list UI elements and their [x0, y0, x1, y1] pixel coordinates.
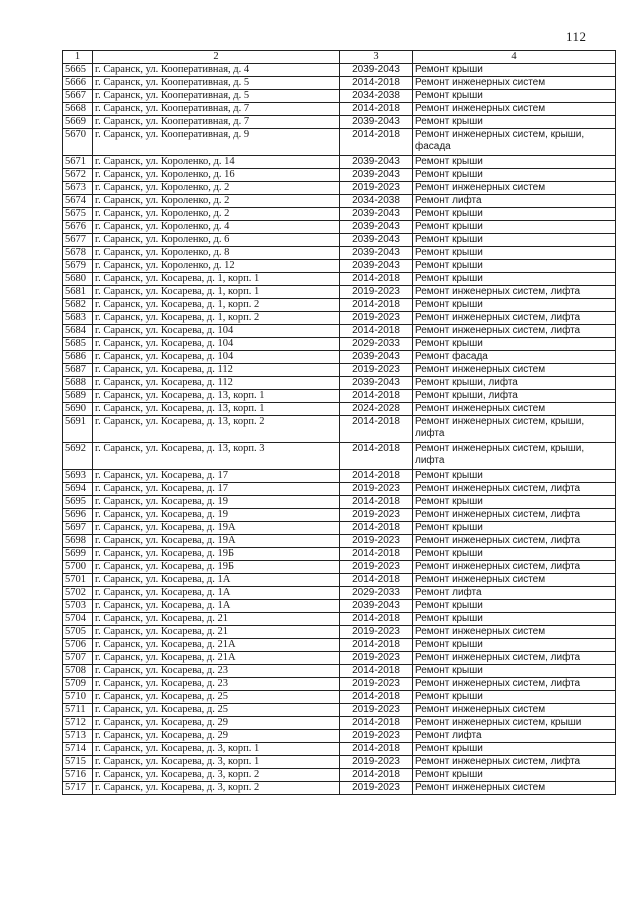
- row-number: 5705: [63, 626, 93, 639]
- address: г. Саранск, ул. Косарева, д. 19: [93, 496, 340, 509]
- work-type: Ремонт крыши: [413, 156, 616, 169]
- row-number: 5707: [63, 652, 93, 665]
- address: г. Саранск, ул. Косарева, д. 104: [93, 325, 340, 338]
- work-type: Ремонт крыши: [413, 64, 616, 77]
- table-header-row: [63, 51, 616, 64]
- row-number: 5709: [63, 678, 93, 691]
- work-type: Ремонт инженерных систем, крыши, лифта: [413, 416, 616, 443]
- table-row: [63, 77, 616, 90]
- row-number: 5672: [63, 169, 93, 182]
- address: г. Саранск, ул. Короленко, д. 6: [93, 234, 340, 247]
- period: 2024-2028: [340, 403, 413, 416]
- table-row: [63, 535, 616, 548]
- work-type: Ремонт крыши, лифта: [413, 377, 616, 390]
- work-type: Ремонт крыши: [413, 522, 616, 535]
- period: 2029-2033: [340, 587, 413, 600]
- address: г. Саранск, ул. Косарева, д. 3, корп. 1: [93, 743, 340, 756]
- table-row: [63, 234, 616, 247]
- work-type: Ремонт инженерных систем: [413, 782, 616, 795]
- work-type: Ремонт крыши: [413, 247, 616, 260]
- address: г. Саранск, ул. Косарева, д. 1А: [93, 587, 340, 600]
- period: 2014-2018: [340, 665, 413, 678]
- table-row: [63, 665, 616, 678]
- address: г. Саранск, ул. Короленко, д. 2: [93, 195, 340, 208]
- address: г. Саранск, ул. Косарева, д. 13, корп. 3: [93, 443, 340, 470]
- address: г. Саранск, ул. Косарева, д. 1, корп. 1: [93, 286, 340, 299]
- period: 2019-2023: [340, 756, 413, 769]
- period: 2039-2043: [340, 600, 413, 613]
- work-type: Ремонт лифта: [413, 730, 616, 743]
- row-number: 5703: [63, 600, 93, 613]
- table-row: [63, 116, 616, 129]
- work-type: Ремонт крыши: [413, 90, 616, 103]
- work-type: Ремонт крыши: [413, 691, 616, 704]
- work-type: Ремонт инженерных систем, лифта: [413, 509, 616, 522]
- table-row: [63, 730, 616, 743]
- row-number: 5706: [63, 639, 93, 652]
- row-number: 5684: [63, 325, 93, 338]
- work-type: Ремонт инженерных систем: [413, 77, 616, 90]
- period: 2019-2023: [340, 561, 413, 574]
- table-row: [63, 416, 616, 443]
- work-type: Ремонт инженерных систем, лифта: [413, 652, 616, 665]
- table-row: [63, 574, 616, 587]
- period: 2019-2023: [340, 678, 413, 691]
- period: 2019-2023: [340, 626, 413, 639]
- table-row: [63, 743, 616, 756]
- period: 2014-2018: [340, 470, 413, 483]
- address: г. Саранск, ул. Косарева, д. 1, корп. 2: [93, 299, 340, 312]
- address: г. Саранск, ул. Косарева, д. 112: [93, 377, 340, 390]
- row-number: 5680: [63, 273, 93, 286]
- table-row: [63, 325, 616, 338]
- work-type: Ремонт инженерных систем: [413, 574, 616, 587]
- table-row: [63, 704, 616, 717]
- work-type: Ремонт инженерных систем, крыши, фасада: [413, 129, 616, 156]
- work-type: Ремонт крыши: [413, 600, 616, 613]
- address: г. Саранск, ул. Косарева, д. 21: [93, 626, 340, 639]
- table-row: [63, 351, 616, 364]
- table-row: [63, 103, 616, 116]
- work-type: Ремонт инженерных систем, лифта: [413, 483, 616, 496]
- address: г. Саранск, ул. Косарева, д. 1, корп. 1: [93, 273, 340, 286]
- period: 2039-2043: [340, 64, 413, 77]
- row-number: 5674: [63, 195, 93, 208]
- work-type: Ремонт инженерных систем: [413, 364, 616, 377]
- table-row: [63, 639, 616, 652]
- table-row: [63, 470, 616, 483]
- period: 2039-2043: [340, 116, 413, 129]
- row-number: 5694: [63, 483, 93, 496]
- table-row: [63, 286, 616, 299]
- table-row: [63, 247, 616, 260]
- work-type: Ремонт крыши: [413, 613, 616, 626]
- header-cell-2: 2: [93, 51, 340, 64]
- period: 2019-2023: [340, 182, 413, 195]
- address: г. Саранск, ул. Кооперативная, д. 5: [93, 77, 340, 90]
- work-type: Ремонт инженерных систем, лифта: [413, 678, 616, 691]
- address: г. Саранск, ул. Косарева, д. 21А: [93, 639, 340, 652]
- period: 2019-2023: [340, 509, 413, 522]
- row-number: 5701: [63, 574, 93, 587]
- row-number: 5683: [63, 312, 93, 325]
- work-type: Ремонт лифта: [413, 195, 616, 208]
- table-row: [63, 260, 616, 273]
- address: г. Саранск, ул. Косарева, д. 1А: [93, 600, 340, 613]
- work-type: Ремонт крыши: [413, 234, 616, 247]
- row-number: 5712: [63, 717, 93, 730]
- period: 2039-2043: [340, 260, 413, 273]
- period: 2019-2023: [340, 483, 413, 496]
- row-number: 5702: [63, 587, 93, 600]
- table-row: [63, 221, 616, 234]
- row-number: 5671: [63, 156, 93, 169]
- table-row: [63, 364, 616, 377]
- row-number: 5716: [63, 769, 93, 782]
- address: г. Саранск, ул. Косарева, д. 19Б: [93, 561, 340, 574]
- address: г. Саранск, ул. Косарева, д. 19А: [93, 522, 340, 535]
- row-number: 5678: [63, 247, 93, 260]
- work-type: Ремонт крыши: [413, 338, 616, 351]
- row-number: 5689: [63, 390, 93, 403]
- row-number: 5669: [63, 116, 93, 129]
- period: 2019-2023: [340, 364, 413, 377]
- address: г. Саранск, ул. Косарева, д. 29: [93, 730, 340, 743]
- address: г. Саранск, ул. Косарева, д. 19А: [93, 535, 340, 548]
- table-row: [63, 299, 616, 312]
- period: 2014-2018: [340, 743, 413, 756]
- row-number: 5666: [63, 77, 93, 90]
- period: 2039-2043: [340, 351, 413, 364]
- address: г. Саранск, ул. Короленко, д. 2: [93, 182, 340, 195]
- row-number: 5691: [63, 416, 93, 443]
- work-type: Ремонт инженерных систем, лифта: [413, 325, 616, 338]
- row-number: 5700: [63, 561, 93, 574]
- row-number: 5687: [63, 364, 93, 377]
- address: г. Саранск, ул. Косарева, д. 13, корп. 1: [93, 390, 340, 403]
- row-number: 5711: [63, 704, 93, 717]
- table-row: [63, 678, 616, 691]
- address: г. Саранск, ул. Короленко, д. 16: [93, 169, 340, 182]
- period: 2014-2018: [340, 574, 413, 587]
- address: г. Саранск, ул. Короленко, д. 2: [93, 208, 340, 221]
- period: 2034-2038: [340, 195, 413, 208]
- address: г. Саранск, ул. Косарева, д. 3, корп. 1: [93, 756, 340, 769]
- period: 2039-2043: [340, 156, 413, 169]
- row-number: 5690: [63, 403, 93, 416]
- period: 2039-2043: [340, 221, 413, 234]
- work-type: Ремонт крыши: [413, 470, 616, 483]
- table-row: [63, 561, 616, 574]
- period: 2019-2023: [340, 782, 413, 795]
- work-type: Ремонт крыши: [413, 548, 616, 561]
- period: 2014-2018: [340, 129, 413, 156]
- address: г. Саранск, ул. Короленко, д. 12: [93, 260, 340, 273]
- period: 2014-2018: [340, 77, 413, 90]
- table-row: [63, 756, 616, 769]
- work-type: Ремонт крыши: [413, 665, 616, 678]
- address: г. Саранск, ул. Косарева, д. 3, корп. 2: [93, 769, 340, 782]
- table-row: [63, 717, 616, 730]
- work-type: Ремонт крыши: [413, 169, 616, 182]
- work-type: Ремонт крыши: [413, 496, 616, 509]
- row-number: 5677: [63, 234, 93, 247]
- work-type: Ремонт инженерных систем: [413, 403, 616, 416]
- work-type: Ремонт крыши: [413, 299, 616, 312]
- row-number: 5713: [63, 730, 93, 743]
- address: г. Саранск, ул. Косарева, д. 19Б: [93, 548, 340, 561]
- period: 2019-2023: [340, 704, 413, 717]
- address: г. Саранск, ул. Косарева, д. 13, корп. 2: [93, 416, 340, 443]
- work-type: Ремонт инженерных систем, лифта: [413, 756, 616, 769]
- period: 2039-2043: [340, 234, 413, 247]
- row-number: 5686: [63, 351, 93, 364]
- address: г. Саранск, ул. Косарева, д. 29: [93, 717, 340, 730]
- period: 2014-2018: [340, 639, 413, 652]
- row-number: 5667: [63, 90, 93, 103]
- row-number: 5715: [63, 756, 93, 769]
- period: 2014-2018: [340, 691, 413, 704]
- repair-schedule-table: [62, 50, 616, 795]
- period: 2014-2018: [340, 522, 413, 535]
- address: г. Саранск, ул. Косарева, д. 23: [93, 665, 340, 678]
- work-type: Ремонт крыши: [413, 743, 616, 756]
- address: г. Саранск, ул. Кооперативная, д. 5: [93, 90, 340, 103]
- row-number: 5710: [63, 691, 93, 704]
- row-number: 5685: [63, 338, 93, 351]
- address: г. Саранск, ул. Косарева, д. 104: [93, 351, 340, 364]
- period: 2014-2018: [340, 769, 413, 782]
- period: 2019-2023: [340, 652, 413, 665]
- address: г. Саранск, ул. Косарева, д. 3, корп. 2: [93, 782, 340, 795]
- address: г. Саранск, ул. Короленко, д. 4: [93, 221, 340, 234]
- row-number: 5714: [63, 743, 93, 756]
- row-number: 5688: [63, 377, 93, 390]
- period: 2014-2018: [340, 390, 413, 403]
- table-row: [63, 691, 616, 704]
- header-cell-1: 1: [63, 51, 93, 64]
- row-number: 5699: [63, 548, 93, 561]
- period: 2019-2023: [340, 286, 413, 299]
- table-row: [63, 273, 616, 286]
- row-number: 5682: [63, 299, 93, 312]
- work-type: Ремонт инженерных систем, лифта: [413, 312, 616, 325]
- address: г. Саранск, ул. Косарева, д. 104: [93, 338, 340, 351]
- period: 2014-2018: [340, 717, 413, 730]
- address: г. Саранск, ул. Косарева, д. 25: [93, 691, 340, 704]
- address: г. Саранск, ул. Кооперативная, д. 9: [93, 129, 340, 156]
- period: 2014-2018: [340, 416, 413, 443]
- work-type: Ремонт инженерных систем, лифта: [413, 561, 616, 574]
- row-number: 5665: [63, 64, 93, 77]
- page-number: 112: [566, 29, 587, 44]
- table-row: [63, 782, 616, 795]
- work-type: Ремонт инженерных систем: [413, 626, 616, 639]
- table-row: [63, 208, 616, 221]
- row-number: 5668: [63, 103, 93, 116]
- table-row: [63, 652, 616, 665]
- address: г. Саранск, ул. Косарева, д. 19: [93, 509, 340, 522]
- table-row: [63, 613, 616, 626]
- period: 2014-2018: [340, 273, 413, 286]
- address: г. Саранск, ул. Короленко, д. 14: [93, 156, 340, 169]
- address: г. Саранск, ул. Кооперативная, д. 4: [93, 64, 340, 77]
- table-row: [63, 129, 616, 156]
- work-type: Ремонт инженерных систем: [413, 704, 616, 717]
- table-row: [63, 548, 616, 561]
- period: 2039-2043: [340, 208, 413, 221]
- table-row: [63, 312, 616, 325]
- row-number: 5673: [63, 182, 93, 195]
- address: г. Саранск, ул. Кооперативная, д. 7: [93, 116, 340, 129]
- table-row: [63, 769, 616, 782]
- period: 2019-2023: [340, 730, 413, 743]
- address: г. Саранск, ул. Косарева, д. 1, корп. 2: [93, 312, 340, 325]
- period: 2014-2018: [340, 443, 413, 470]
- row-number: 5681: [63, 286, 93, 299]
- address: г. Саранск, ул. Косарева, д. 23: [93, 678, 340, 691]
- period: 2014-2018: [340, 325, 413, 338]
- table-row: [63, 496, 616, 509]
- table-row: [63, 338, 616, 351]
- address: г. Саранск, ул. Косарева, д. 25: [93, 704, 340, 717]
- period: 2019-2023: [340, 535, 413, 548]
- work-type: Ремонт крыши: [413, 260, 616, 273]
- table-row: [63, 483, 616, 496]
- address: г. Саранск, ул. Косарева, д. 112: [93, 364, 340, 377]
- period: 2029-2033: [340, 338, 413, 351]
- table-row: [63, 509, 616, 522]
- work-type: Ремонт крыши: [413, 116, 616, 129]
- table-row: [63, 64, 616, 77]
- table-row: [63, 182, 616, 195]
- table-row: [63, 587, 616, 600]
- address: г. Саранск, ул. Короленко, д. 8: [93, 247, 340, 260]
- table-row: [63, 600, 616, 613]
- work-type: Ремонт инженерных систем, крыши, лифта: [413, 443, 616, 470]
- work-type: Ремонт крыши: [413, 273, 616, 286]
- row-number: 5697: [63, 522, 93, 535]
- work-type: Ремонт инженерных систем, лифта: [413, 286, 616, 299]
- row-number: 5676: [63, 221, 93, 234]
- work-type: Ремонт крыши, лифта: [413, 390, 616, 403]
- work-type: Ремонт крыши: [413, 769, 616, 782]
- row-number: 5698: [63, 535, 93, 548]
- address: г. Саранск, ул. Косарева, д. 21: [93, 613, 340, 626]
- address: г. Саранск, ул. Косарева, д. 17: [93, 470, 340, 483]
- period: 2014-2018: [340, 496, 413, 509]
- period: 2039-2043: [340, 169, 413, 182]
- table-row: [63, 195, 616, 208]
- address: г. Саранск, ул. Косарева, д. 21А: [93, 652, 340, 665]
- work-type: Ремонт инженерных систем, лифта: [413, 535, 616, 548]
- work-type: Ремонт лифта: [413, 587, 616, 600]
- address: г. Саранск, ул. Косарева, д. 17: [93, 483, 340, 496]
- work-type: Ремонт крыши: [413, 221, 616, 234]
- address: г. Саранск, ул. Косарева, д. 13, корп. 1: [93, 403, 340, 416]
- table-row: [63, 377, 616, 390]
- table-row: [63, 626, 616, 639]
- work-type: Ремонт инженерных систем: [413, 182, 616, 195]
- row-number: 5695: [63, 496, 93, 509]
- work-type: Ремонт инженерных систем: [413, 103, 616, 116]
- row-number: 5670: [63, 129, 93, 156]
- table-row: [63, 156, 616, 169]
- header-cell-4: 4: [413, 51, 616, 64]
- work-type: Ремонт крыши: [413, 639, 616, 652]
- row-number: 5679: [63, 260, 93, 273]
- period: 2014-2018: [340, 103, 413, 116]
- header-cell-3: 3: [340, 51, 413, 64]
- row-number: 5717: [63, 782, 93, 795]
- address: г. Саранск, ул. Косарева, д. 1А: [93, 574, 340, 587]
- period: 2019-2023: [340, 312, 413, 325]
- work-type: Ремонт инженерных систем, крыши: [413, 717, 616, 730]
- table-row: [63, 90, 616, 103]
- table-row: [63, 169, 616, 182]
- period: 2039-2043: [340, 247, 413, 260]
- row-number: 5675: [63, 208, 93, 221]
- table-row: [63, 522, 616, 535]
- period: 2039-2043: [340, 377, 413, 390]
- address: г. Саранск, ул. Кооперативная, д. 7: [93, 103, 340, 116]
- table-row: [63, 443, 616, 470]
- period: 2014-2018: [340, 613, 413, 626]
- row-number: 5693: [63, 470, 93, 483]
- row-number: 5696: [63, 509, 93, 522]
- row-number: 5704: [63, 613, 93, 626]
- work-type: Ремонт фасада: [413, 351, 616, 364]
- table-row: [63, 390, 616, 403]
- table-row: [63, 403, 616, 416]
- table-body: [63, 51, 616, 795]
- work-type: Ремонт крыши: [413, 208, 616, 221]
- period: 2014-2018: [340, 299, 413, 312]
- period: 2014-2018: [340, 548, 413, 561]
- row-number: 5708: [63, 665, 93, 678]
- period: 2034-2038: [340, 90, 413, 103]
- row-number: 5692: [63, 443, 93, 470]
